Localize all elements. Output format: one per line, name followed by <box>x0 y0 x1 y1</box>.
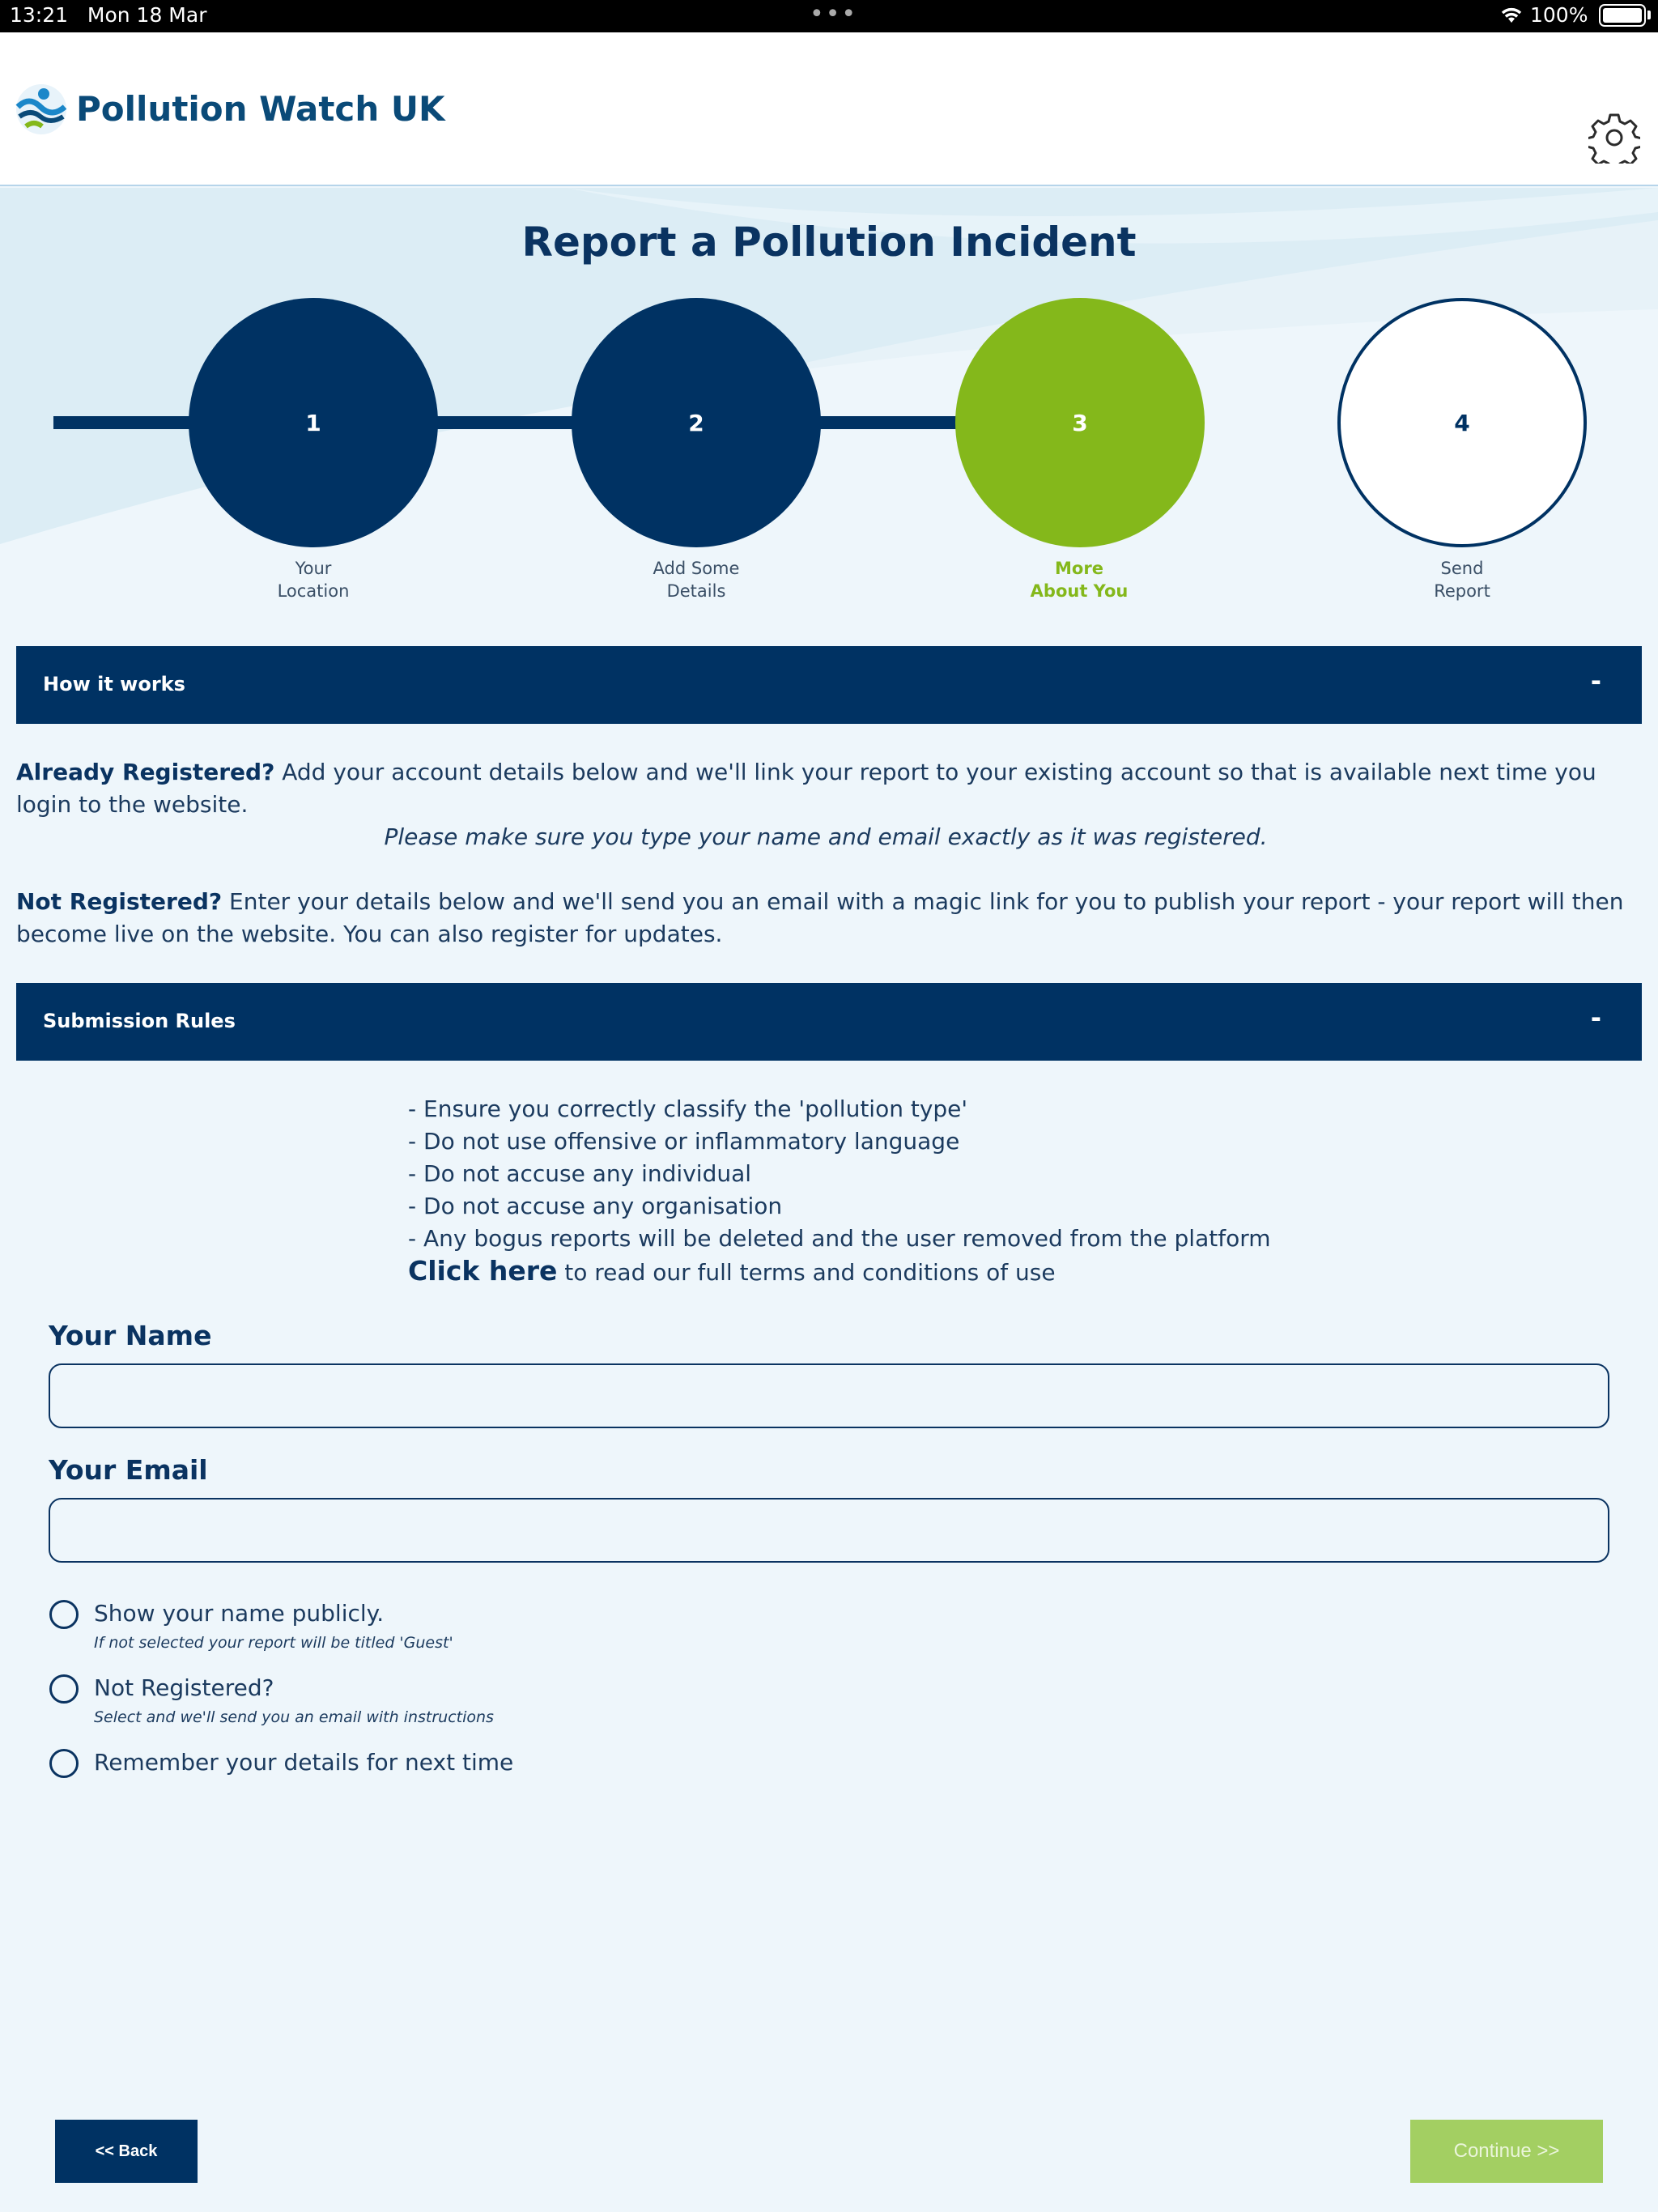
step-3-label: More About You <box>1030 559 1129 601</box>
step-2-label: Add Some Details <box>653 559 740 601</box>
name-input[interactable] <box>49 1363 1609 1428</box>
how-it-works-title: How it works <box>43 673 185 696</box>
app-header <box>0 32 1658 186</box>
name-label: Your Name <box>49 1320 212 1351</box>
status-time: 13:21 Mon 18 Mar <box>10 3 207 27</box>
logo-icon[interactable] <box>15 83 68 136</box>
step-3-circle[interactable]: 3 <box>955 298 1205 547</box>
rule-item: - Ensure you correctly classify the 'pollution type' <box>408 1095 968 1122</box>
not-registered-label[interactable]: Not Registered? <box>94 1674 274 1701</box>
battery-icon <box>1599 4 1646 27</box>
step-4-circle[interactable]: 4 <box>1337 298 1587 547</box>
settings-gear-icon[interactable] <box>1588 112 1640 164</box>
how-it-works-accordion-header[interactable] <box>16 646 1642 724</box>
submission-rules-list <box>408 1093 1271 1289</box>
brand-title[interactable]: Pollution Watch UK <box>76 89 445 129</box>
continue-button[interactable]: Continue >> <box>1410 2120 1603 2183</box>
already-registered-text: Already Registered? Add your account details below and we'll link your report to your existing account so that is available next time you login to the website. <box>16 759 1596 818</box>
registration-note: Please make sure you type your name and email exactly as it was registered. <box>384 823 1268 850</box>
battery-tip <box>1647 11 1651 19</box>
step-2-circle[interactable]: 2 <box>572 298 821 547</box>
wifi-icon <box>1499 3 1524 26</box>
multitasking-dots-icon[interactable]: ••• <box>810 0 858 28</box>
submission-rules-accordion-header[interactable] <box>16 983 1642 1061</box>
show-name-publicly-hint: If not selected your report will be titled 'Guest' <box>94 1634 453 1652</box>
rule-item: - Do not accuse any individual <box>408 1160 752 1187</box>
step-1-circle[interactable]: 1 <box>189 298 438 547</box>
rule-item: - Do not use offensive or inflammatory language <box>408 1128 960 1155</box>
step-4-label: Send Report <box>1434 559 1490 601</box>
remember-details-label[interactable]: Remember your details for next time <box>94 1749 514 1776</box>
back-button[interactable]: << Back <box>55 2120 198 2183</box>
show-name-publicly-radio[interactable] <box>49 1600 79 1629</box>
not-registered-radio[interactable] <box>49 1674 79 1704</box>
not-registered-hint: Select and we'll send you an email with instructions <box>94 1708 494 1726</box>
page-title: Report a Pollution Incident <box>521 219 1137 266</box>
status-bar <box>0 0 1658 32</box>
email-label: Your Email <box>49 1454 208 1486</box>
terms-line: Click here to read our full terms and conditions of use <box>408 1255 1056 1287</box>
rule-item: - Do not accuse any organisation <box>408 1193 783 1219</box>
rule-item: - Any bogus reports will be deleted and the user removed from the platform <box>408 1225 1271 1252</box>
not-registered-text: Not Registered? Enter your details below and we'll send you an email with a magic link for you to publish your report - your report will then become live on the website. You can also register for updates. <box>16 888 1624 947</box>
email-input[interactable] <box>49 1498 1609 1563</box>
step-1-label: Your Location <box>277 559 350 601</box>
terms-link[interactable]: Click here <box>408 1255 558 1287</box>
show-name-publicly-label[interactable]: Show your name publicly. <box>94 1600 385 1627</box>
remember-details-radio[interactable] <box>49 1749 79 1778</box>
battery-percentage: 100% <box>1530 3 1588 27</box>
collapse-toggle-icon[interactable]: - <box>1590 666 1601 696</box>
collapse-toggle-icon[interactable]: - <box>1590 1002 1601 1033</box>
submission-rules-title: Submission Rules <box>43 1010 236 1032</box>
